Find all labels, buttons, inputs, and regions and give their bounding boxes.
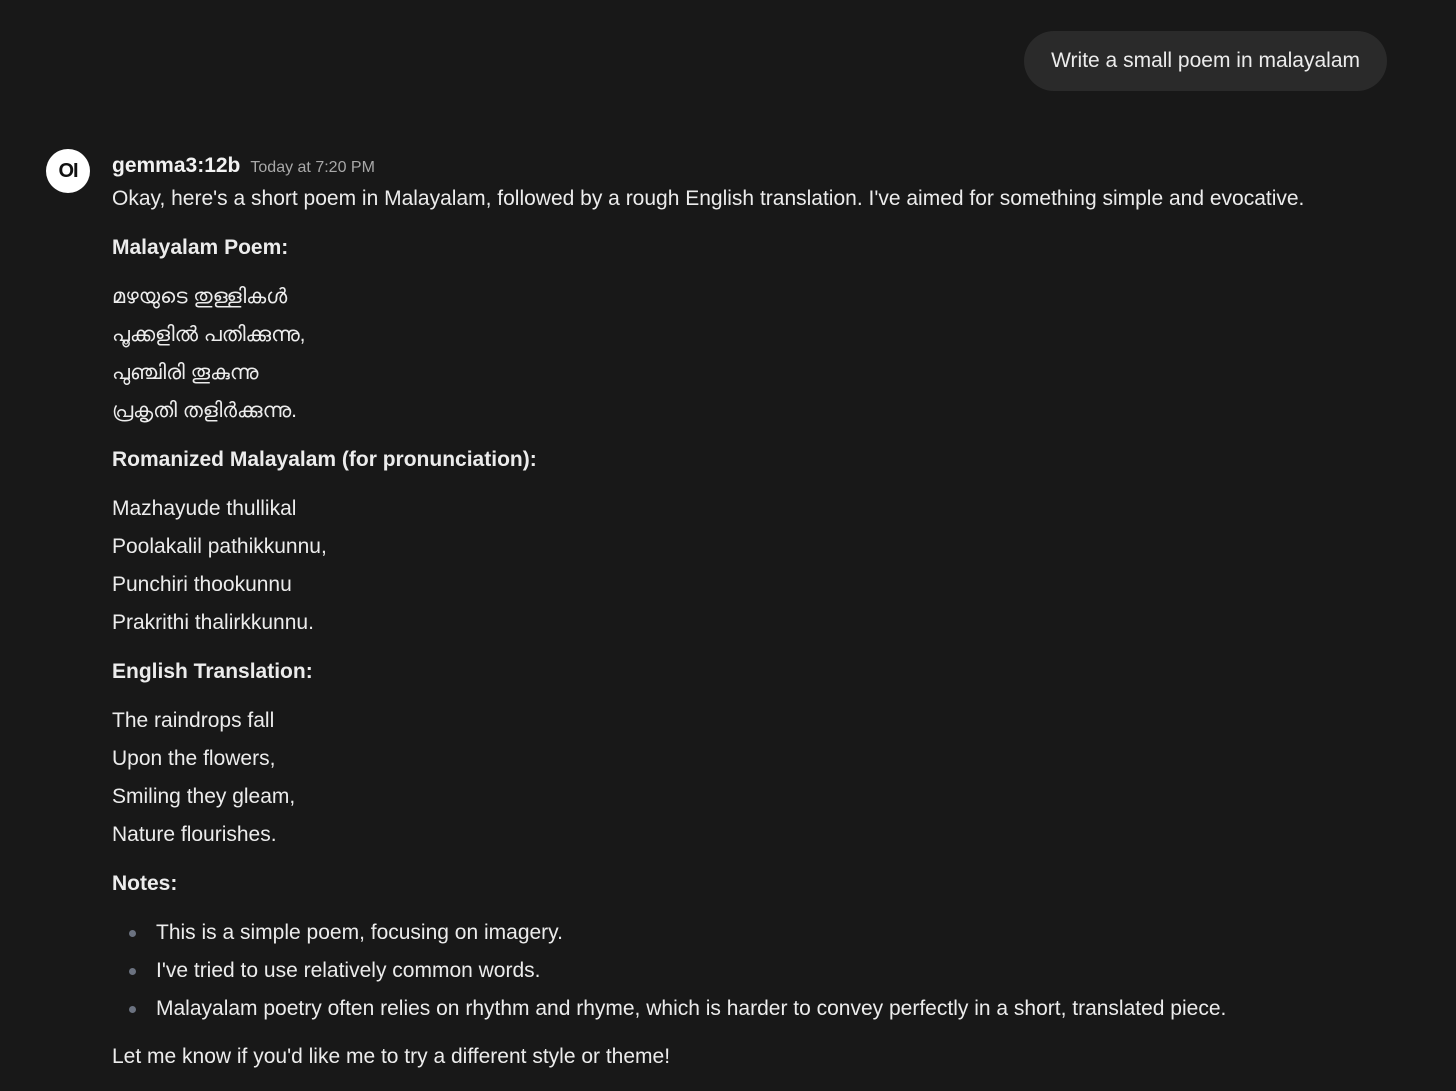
- romanized-line: Poolakalil pathikkunnu,: [112, 535, 327, 558]
- notes-heading: Notes:: [112, 872, 178, 895]
- note-item: [112, 990, 1412, 1028]
- message-timestamp: Today at 7:20 PM: [250, 159, 375, 176]
- intro-paragraph: Okay, here's a short poem in Malayalam, followed by a rough English translation. I've aimed for something simple and evocative.: [112, 187, 1305, 210]
- english-line: Upon the flowers,: [112, 747, 276, 770]
- note-text: This is a simple poem, focusing on imagery.: [156, 921, 563, 944]
- note-item: [112, 914, 1412, 952]
- notes-list: [112, 914, 1412, 1028]
- note-item: [112, 952, 1412, 990]
- avatar-text: OI: [58, 159, 78, 182]
- romanized-line: Prakrithi thalirkkunnu.: [112, 611, 314, 634]
- malayalam-line: പുഞ്ചിരി തൂകുന്നു: [112, 361, 259, 384]
- model-avatar-icon: [46, 149, 90, 193]
- romanized-line: Punchiri thookunnu: [112, 573, 292, 596]
- malayalam-line: പൂക്കളിൽ പതിക്കുന്നു,: [112, 323, 306, 346]
- romanized-line: Mazhayude thullikal: [112, 497, 297, 520]
- user-message-bubble: [1024, 31, 1387, 91]
- malayalam-line: പ്രകൃതി തളിർക്കുന്നു.: [112, 399, 298, 422]
- bullet-icon: [129, 930, 136, 937]
- note-text: Malayalam poetry often relies on rhythm and rhyme, which is harder to convey perfectly in a short, translated piece.: [156, 997, 1227, 1020]
- english-line: The raindrops fall: [112, 709, 275, 732]
- message-content: [112, 180, 1412, 1076]
- assistant-message-body: [112, 146, 1412, 1076]
- closing-paragraph: Let me know if you'd like me to try a different style or theme!: [112, 1045, 671, 1068]
- english-translation-heading: English Translation:: [112, 660, 313, 683]
- malayalam-line: മഴയുടെ തുള്ളികൾ: [112, 285, 288, 308]
- english-line: Nature flourishes.: [112, 823, 277, 846]
- note-text: I've tried to use relatively common words.: [156, 959, 541, 982]
- english-line: Smiling they gleam,: [112, 785, 296, 808]
- user-message-text: Write a small poem in malayalam: [1051, 49, 1360, 72]
- bullet-icon: [129, 1006, 136, 1013]
- model-name: gemma3:12b: [112, 154, 241, 177]
- malayalam-poem-heading: Malayalam Poem:: [112, 236, 289, 259]
- romanized-heading: Romanized Malayalam (for pronunciation):: [112, 448, 537, 471]
- bullet-icon: [129, 968, 136, 975]
